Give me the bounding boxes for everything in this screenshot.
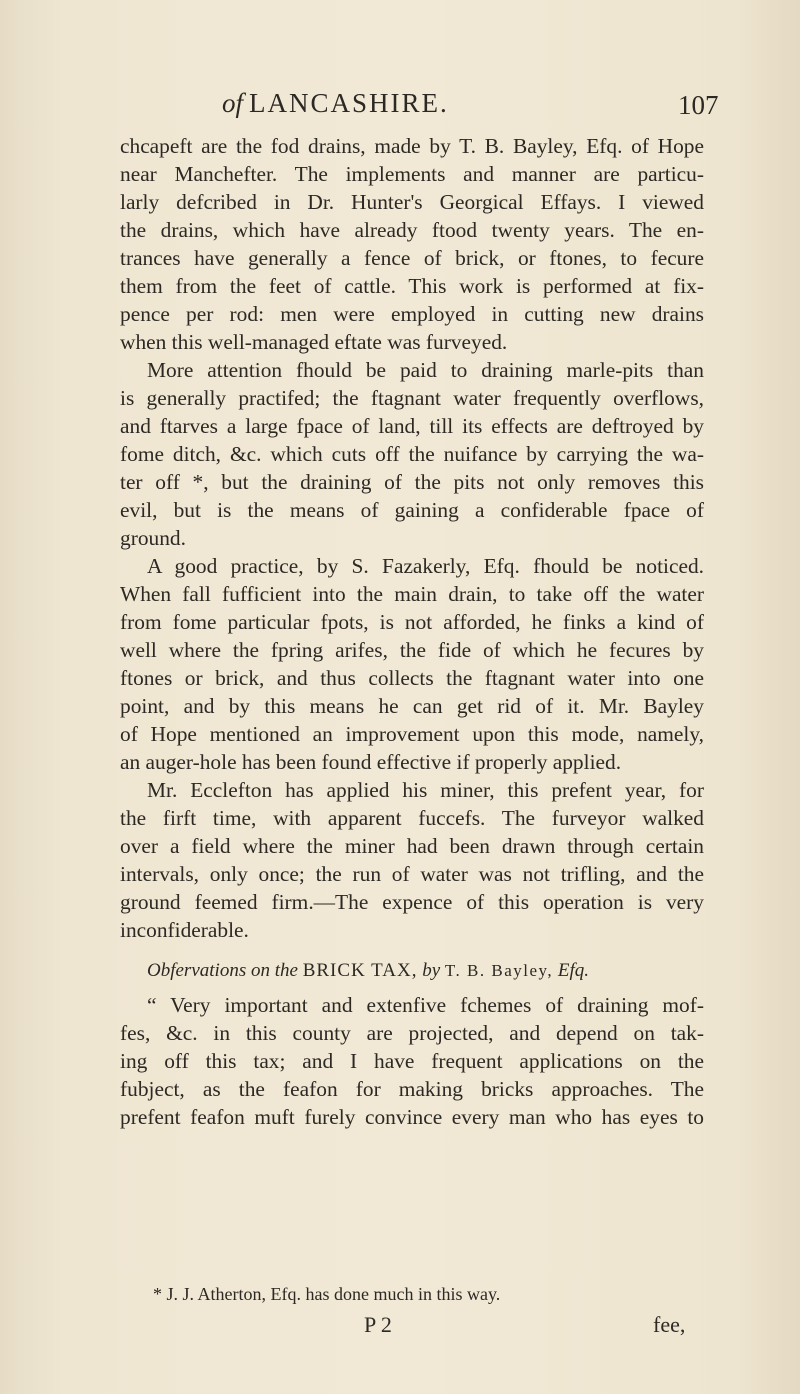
heading-by: by [422, 960, 441, 981]
quote-line: ing off this tax; and I have frequent applications on the [120, 1049, 704, 1073]
quote-line: prefent feafon muft furely convince every man who has eyes to [120, 1105, 704, 1129]
text-line: over a field where the miner had been drawn through certain [120, 834, 704, 858]
text-line: them from the feet of cattle. This work is performed at fix- [120, 274, 704, 298]
text-line: is generally practifed; the ftagnant water frequently overflows, [120, 386, 704, 410]
text-line: the drains, which have already ftood twenty years. The en- [120, 218, 704, 242]
text-line: trances have generally a fence of brick, or ftones, to fecure [120, 246, 704, 270]
text-line: the firft time, with apparent fuccefs. The furveyor walked [120, 806, 704, 830]
quote-line: “ Very important and extenfive fchemes of draining mof- [147, 993, 704, 1017]
signature-mark: P 2 [364, 1312, 392, 1337]
text-line: evil, but is the means of gaining a confiderable fpace of [120, 498, 704, 522]
heading-observations: Obfervations on the [147, 960, 298, 981]
text-line: when this well-managed eftate was furveyed. [120, 330, 508, 354]
text-line: pence per rod: men were employed in cutting new drains [120, 302, 704, 326]
text-line: larly defcribed in Dr. Hunter's Georgical Effays. I viewed [120, 190, 704, 214]
heading-author: T. B. Bayley, [444, 961, 554, 980]
catchword: fee, [653, 1312, 686, 1337]
text-line: from fome particular fpots, is not afforded, he finks a kind of [120, 610, 704, 634]
footnote: * J. J. Atherton, Efq. has done much in this way. [153, 1284, 501, 1304]
text-line: More attention fhould be paid to draining marle-pits than [147, 358, 704, 382]
page-header [0, 88, 800, 128]
text-line: intervals, only once; the run of water was not trifling, and the [120, 862, 704, 886]
text-line: an auger-hole has been found effective if properly applied. [120, 750, 622, 774]
text-line: chcapeft are the fod drains, made by T. B. Bayley, Efq. of Hope [120, 134, 704, 158]
text-line: A good practice, by S. Fazakerly, Efq. fhould be noticed. [147, 554, 704, 578]
text-line: well where the fpring arifes, the fide of which he fecures by [120, 638, 704, 662]
text-line: Mr. Ecclefton has applied his miner, this prefent year, for [147, 778, 704, 802]
page-footer [0, 1312, 800, 1342]
heading-esq: Efq. [557, 960, 590, 981]
section-heading [120, 957, 704, 985]
text-line: ground. [120, 526, 186, 550]
text-line: and ftarves a large fpace of land, till its effects are deftroyed by [120, 414, 704, 438]
text-line: ter off *, but the draining of the pits not only removes this [120, 470, 704, 494]
text-line: ftones or brick, and thus collects the ftagnant water into one [120, 666, 704, 690]
text-line: near Manchefter. The implements and manner are particu- [120, 162, 704, 186]
body-text [120, 132, 704, 1131]
running-title [222, 88, 449, 119]
running-title-text: LANCASHIRE. [249, 88, 449, 118]
text-line: fome ditch, &c. which cuts off the nuifance by carrying the wa- [120, 442, 704, 466]
text-line: point, and by this means he can get rid of it. Mr. Bayley [120, 694, 704, 718]
page-number: 107 [678, 90, 719, 120]
running-title-of: of [222, 88, 244, 118]
quote-line: fubject, as the feafon for making bricks approaches. The [120, 1077, 704, 1101]
text-line: inconfiderable. [120, 918, 249, 942]
quote-line: fes, &c. in this county are projected, and depend on tak- [120, 1021, 704, 1045]
text-line: of Hope mentioned an improvement upon this mode, namely, [120, 722, 704, 746]
heading-brick-tax: BRICK TAX, [302, 960, 418, 981]
text-line: ground feemed firm.—The expence of this operation is very [120, 890, 704, 914]
text-line: When fall fufficient into the main drain, to take off the water [120, 582, 704, 606]
